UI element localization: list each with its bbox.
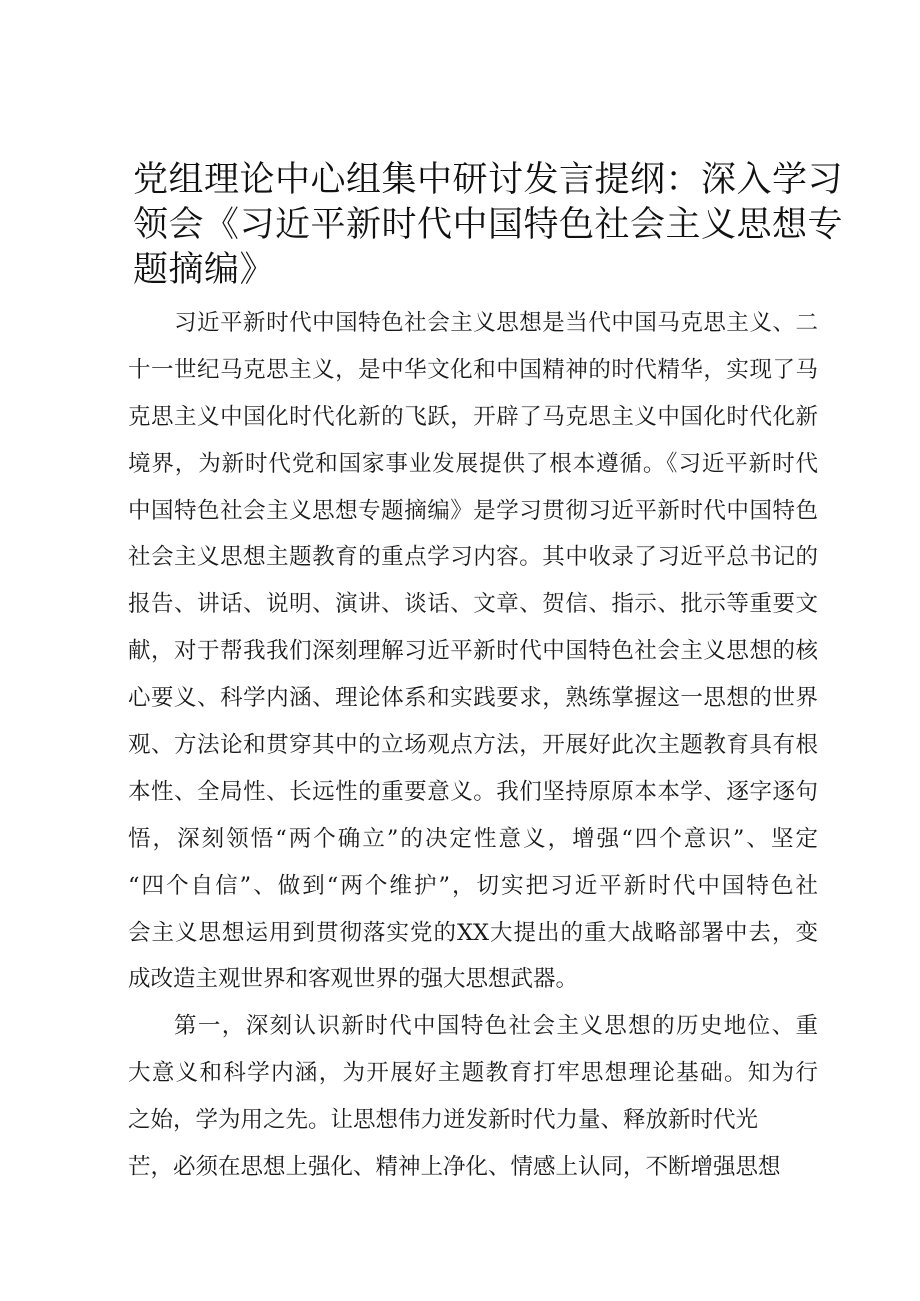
text-line: 克思主义中国化时代化新的飞跃，开辟了马克思主义中国化时代化新 [128,403,818,430]
text-line: 之始，学为用之先。让思想伟力迸发新时代力量、释放新时代光 [128,1107,759,1134]
text-line: 会主义思想运用到贯彻落实党的XX大提出的重大战略部署中去，变 [128,919,818,946]
text-line: 第一，深刻认识新时代中国特色社会主义思想的历史地位、重 [174,1013,818,1040]
text-line: 芒，必须在思想上强化、精神上净化、情感上认同，不断增强思想 [128,1154,781,1181]
text-line: 成改造主观世界和客观世界的强大思想武器。 [128,966,579,993]
paragraph-intro [128,300,818,1003]
text-line: 观、方法论和贯穿其中的立场观点方法，开展好此次主题教育具有根 [128,732,818,759]
document-body [128,300,818,1191]
title-line: 党组理论中心组集中研讨发言提纲：深入学习 [133,160,844,200]
text-line: 境界，为新时代党和国家事业发展提供了根本遵循。《习近平新时代 [128,450,818,477]
text-line: 社会主义思想主题教育的重点学习内容。其中收录了习近平总书记的 [128,544,818,571]
text-line: “四个自信”、做到“两个维护”，切实把习近平新时代中国特色社 [128,872,818,899]
text-line: 心要义、科学内涵、理论体系和实践要求，熟练掌握这一思想的世界 [128,685,818,712]
title-line: 领会《习近平新时代中国特色社会主义思想专 [133,205,844,245]
text-line: 大意义和科学内涵，为开展好主题教育打牢思想理论基础。知为行 [128,1060,818,1087]
text-line: 报告、讲话、说明、演讲、谈话、文章、贺信、指示、批示等重要文 [128,591,818,618]
text-line: 习近平新时代中国特色社会主义思想是当代中国马克思主义、二 [174,310,818,336]
text-line: 献，对于帮我我们深刻理解习近平新时代中国特色社会主义思想的核 [128,638,818,665]
text-line: 悟，深刻领悟“两个确立”的决定性意义，增强“四个意识”、坚定 [128,825,818,852]
document-title [133,158,844,293]
text-line: 十一世纪马克思主义，是中华文化和中国精神的时代精华，实现了马 [128,356,818,383]
paragraph-first-point [128,1003,818,1191]
text-line: 中国特色社会主义思想专题摘编》是学习贯彻习近平新时代中国特色 [128,497,818,524]
text-line: 本性、全局性、长远性的重要意义。我们坚持原原本本学、逐字逐句 [128,778,818,805]
title-line: 题摘编》 [133,250,276,290]
